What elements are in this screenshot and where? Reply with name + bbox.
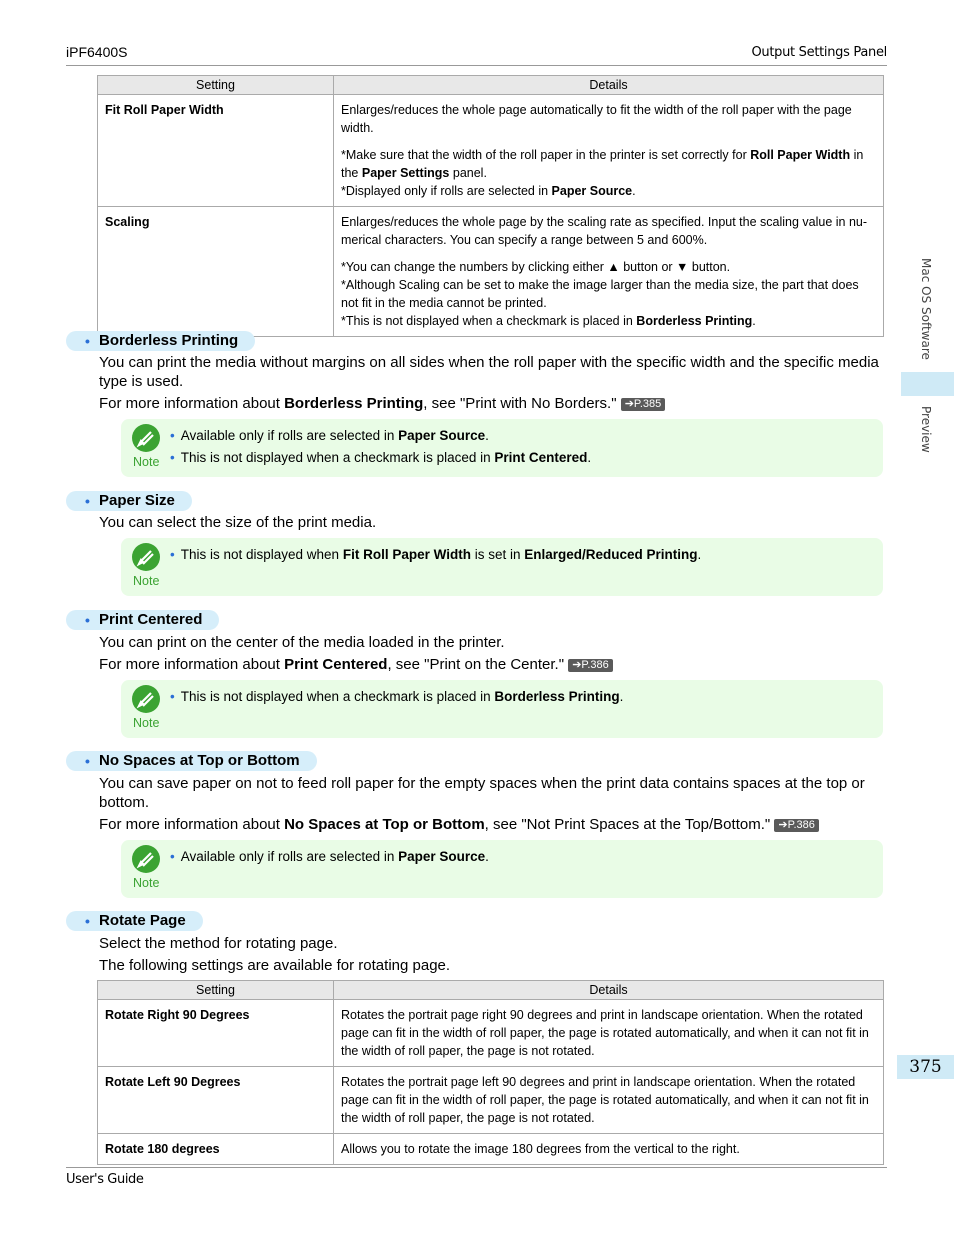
table-header-setting: Setting bbox=[98, 981, 334, 1000]
table-header-setting: Setting bbox=[98, 76, 334, 95]
note-item: • This is not displayed when a checkmark is placed in Print Centered. bbox=[170, 450, 592, 465]
note-pencil-icon bbox=[132, 845, 160, 873]
section-text: The following settings are available for rotating page. bbox=[99, 957, 451, 974]
section-text: You can print the media without margins on all sides when the roll paper with the specific width and the specific media type is used. bbox=[99, 354, 879, 390]
page-number: 375 bbox=[897, 1055, 954, 1079]
section-reference: For more information about No Spaces at Top or Bottom, see "Not Print Spaces at the Top/Bottom." ➔P.386 bbox=[99, 815, 884, 834]
note-box bbox=[121, 419, 883, 477]
setting-details: Rotates the portrait page right 90 degrees and print in landscape orientation. When the rotated page can fit in the width of roll paper, the page is rotated automatically, and when it can not fit in the width of roll paper, the page is not rotated. bbox=[334, 1000, 884, 1067]
section-heading-rotate-page: • Rotate Page bbox=[66, 911, 203, 931]
note-item: • Available only if rolls are selected in Paper Source. bbox=[170, 428, 489, 443]
note-pencil-icon bbox=[132, 543, 160, 571]
section-text: Select the method for rotating page. bbox=[99, 935, 338, 952]
section-text: You can save paper on not to feed roll paper for the empty spaces when the print data contains spaces at the top or bottom. bbox=[99, 775, 865, 811]
header-divider bbox=[66, 65, 887, 66]
setting-name: Rotate 180 degrees bbox=[98, 1134, 334, 1165]
chapter-title: Output Settings Panel bbox=[751, 45, 887, 60]
table-header-details: Details bbox=[334, 981, 884, 1000]
page-link[interactable]: ➔P.386 bbox=[568, 659, 613, 672]
note-box bbox=[121, 680, 883, 738]
sidebar-chapter-link[interactable]: Mac OS Software bbox=[919, 258, 933, 360]
table-row bbox=[98, 95, 884, 207]
note-pencil-icon bbox=[132, 685, 160, 713]
table-header-details: Details bbox=[334, 76, 884, 95]
setting-name: Rotate Right 90 Degrees bbox=[98, 1000, 334, 1067]
table-row bbox=[98, 1067, 884, 1134]
details-paragraph: *Make sure that the width of the roll paper in the printer is set correctly for Roll Paper Width in the Paper Settings panel. *Displayed only if rolls are selected in Paper Source. bbox=[341, 148, 864, 198]
sidebar-active-marker bbox=[901, 372, 954, 396]
note-label: Note bbox=[133, 455, 160, 469]
product-name: iPF6400S bbox=[66, 44, 128, 60]
setting-details: Allows you to rotate the image 180 degrees from the vertical to the right. bbox=[334, 1134, 884, 1165]
section-text: You can select the size of the print media. bbox=[99, 514, 377, 531]
note-pencil-icon bbox=[132, 424, 160, 452]
note-item: • This is not displayed when Fit Roll Paper Width is set in Enlarged/Reduced Printing. bbox=[170, 547, 702, 562]
setting-name: Fit Roll Paper Width bbox=[98, 95, 334, 207]
note-label: Note bbox=[133, 716, 160, 730]
section-heading-borderless-printing: • Borderless Printing bbox=[66, 331, 255, 351]
rotate-settings-table bbox=[97, 980, 884, 1165]
note-box bbox=[121, 840, 883, 898]
section-text: You can print on the center of the media loaded in the printer. bbox=[99, 634, 505, 651]
setting-name: Scaling bbox=[98, 207, 334, 337]
note-item: • This is not displayed when a checkmark is placed in Borderless Printing. bbox=[170, 689, 624, 704]
note-label: Note bbox=[133, 574, 160, 588]
footer-guide-title: User's Guide bbox=[66, 1172, 144, 1187]
section-reference: For more information about Print Centered, see "Print on the Center." ➔P.386 bbox=[99, 655, 884, 674]
details-paragraph: Enlarges/reduces the whole page automatically to fit the width of the roll paper with the page width. bbox=[341, 103, 852, 135]
table-row bbox=[98, 1000, 884, 1067]
settings-table bbox=[97, 75, 884, 337]
note-item: • Available only if rolls are selected in Paper Source. bbox=[170, 849, 489, 864]
section-heading-no-spaces: • No Spaces at Top or Bottom bbox=[66, 751, 317, 771]
section-heading-paper-size: • Paper Size bbox=[66, 491, 192, 511]
details-paragraph: Enlarges/reduces the whole page by the scaling rate as specified. Input the scaling value in nu-merical characters. You can specify a range between 5 and 600%. bbox=[341, 215, 868, 247]
setting-details bbox=[334, 207, 884, 337]
setting-name: Rotate Left 90 Degrees bbox=[98, 1067, 334, 1134]
sidebar-section-link[interactable]: Preview bbox=[919, 406, 933, 453]
table-row bbox=[98, 1134, 884, 1165]
section-reference: For more information about Borderless Printing, see "Print with No Borders." ➔P.385 bbox=[99, 394, 884, 413]
section-heading-print-centered: • Print Centered bbox=[66, 610, 219, 630]
note-box bbox=[121, 538, 883, 596]
setting-details: Rotates the portrait page left 90 degrees and print in landscape orientation. When the rotated page can fit in the width of roll paper, the page is rotated automatically, and when it can not fit in the width of roll paper, the page is not rotated. bbox=[334, 1067, 884, 1134]
page-link[interactable]: ➔P.385 bbox=[621, 398, 666, 411]
setting-details bbox=[334, 95, 884, 207]
note-label: Note bbox=[133, 876, 160, 890]
table-row bbox=[98, 207, 884, 337]
footer-divider bbox=[66, 1167, 887, 1168]
page-link[interactable]: ➔P.386 bbox=[774, 819, 819, 832]
details-paragraph: *You can change the numbers by clicking either ▲ button or ▼ button. *Although Scaling can be set to make the image larger than the media size, the part that does not fit in the media cannot be printed. *This is not displayed when a checkmark is placed in Borderless Printing. bbox=[341, 260, 859, 328]
